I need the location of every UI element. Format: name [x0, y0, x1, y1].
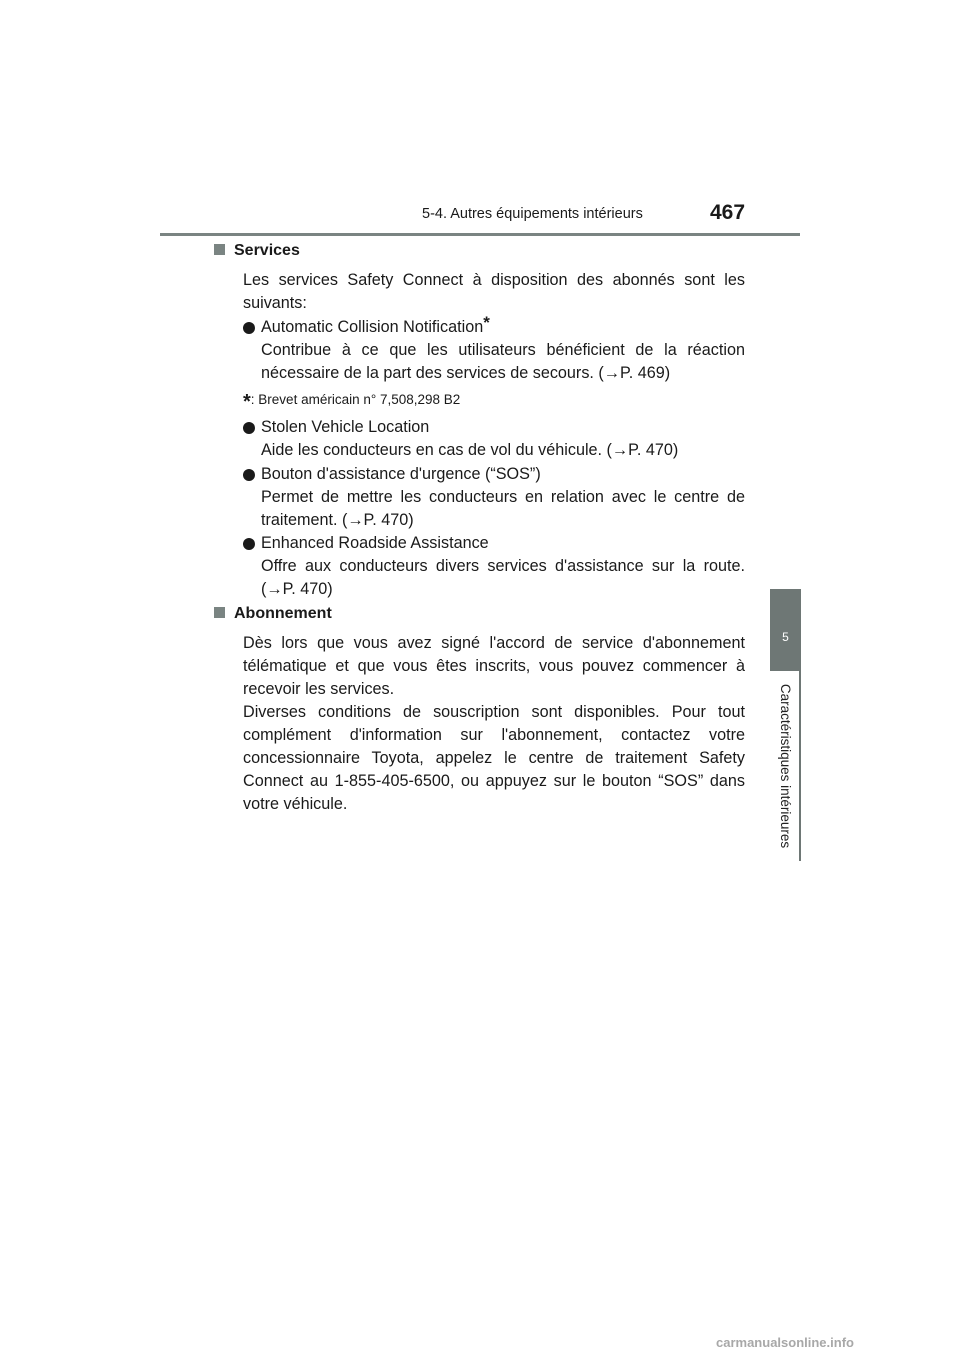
services-intro-line2: suivants: [243, 294, 307, 312]
list-item-description: traitement. (→P. 470) [261, 511, 414, 529]
list-item-title: Enhanced Roadside Assistance [261, 534, 489, 552]
subscription-line: Connect au 1-855-405-6500, ou appuyez sur le bouton “SOS” dans [243, 772, 745, 790]
footnote-star: * [243, 391, 251, 413]
header-divider [160, 233, 800, 236]
list-item-description: Offre aux conducteurs divers services d'assistance sur la route. [261, 557, 745, 575]
round-bullet-icon [243, 538, 255, 550]
round-bullet-icon [243, 322, 255, 334]
subscription-line: télématique et que vous êtes inscrits, vous pouvez commencer à [243, 657, 745, 675]
section-title-subscription-text: Abonnement [234, 605, 332, 622]
footnote-text: : Brevet américain n° 7,508,298 B2 [250, 392, 461, 407]
chapter-side-rule [799, 671, 801, 861]
list-item-title: Bouton d'assistance d'urgence (“SOS”) [261, 465, 541, 483]
round-bullet-icon [243, 422, 255, 434]
footnote-marker: * [483, 313, 490, 332]
watermark: carmanualsonline.info [716, 1335, 854, 1350]
subscription-line: votre véhicule. [243, 795, 348, 813]
subscription-line: recevoir les services. [243, 680, 395, 698]
list-item-title: Automatic Collision Notification* [261, 313, 490, 336]
list-item-title: Stolen Vehicle Location [261, 418, 430, 436]
square-bullet-icon [214, 607, 225, 618]
list-item-description: Permet de mettre les conducteurs en relation avec le centre de [261, 488, 745, 506]
header-section-title: 5-4. Autres équipements intérieurs [422, 206, 643, 222]
footnote [243, 391, 460, 414]
chapter-number: 5 [782, 630, 789, 644]
round-bullet-icon [243, 469, 255, 481]
list-item-description: Contribue à ce que les utilisateurs bénéficient de la réaction [261, 341, 745, 359]
section-title-services-text: Services [234, 242, 300, 259]
list-item-description: (→P. 470) [261, 580, 333, 598]
section-title-subscription [214, 605, 332, 623]
list-item-description: nécessaire de la part des services de secours. (→P. 469) [261, 364, 671, 382]
section-title-services [214, 242, 300, 260]
page-number: 467 [710, 201, 746, 224]
services-intro-line1: Les services Safety Connect à disposition des abonnés sont les [243, 271, 745, 289]
list-item-description: Aide les conducteurs en cas de vol du véhicule. (→P. 470) [261, 441, 679, 459]
chapter-title: Caractéristiques intérieures [778, 683, 793, 849]
subscription-line: Diverses conditions de souscription sont disponibles. Pour tout [243, 703, 745, 721]
subscription-line: concessionnaire Toyota, appelez le centre de traitement Safety [243, 749, 745, 767]
square-bullet-icon [214, 244, 225, 255]
subscription-line: complément d'information sur l'abonnement, contactez votre [243, 726, 745, 744]
subscription-line: Dès lors que vous avez signé l'accord de service d'abonnement [243, 634, 745, 652]
